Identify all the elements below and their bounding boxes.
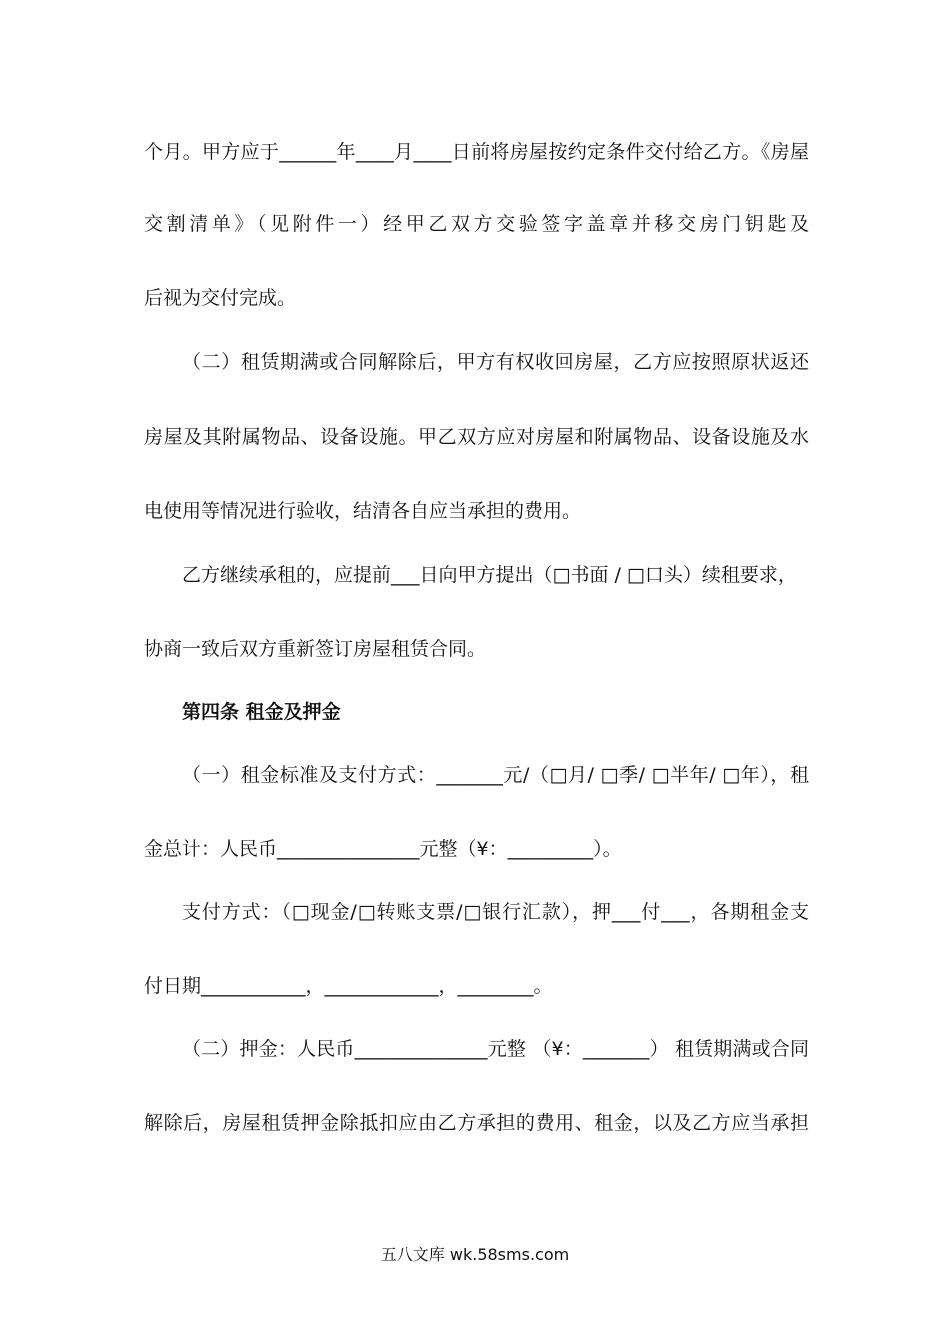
paragraph-line: 交割清单》（见附件一）经甲乙双方交验签字盖章并移交房门钥匙及 xyxy=(144,213,809,235)
paragraph-line: （一）租金标准及支付方式：_______元/（□月/ □季/ □半年/ □年），租 xyxy=(182,764,809,786)
paragraph-line: 解除后，房屋租赁押金除抵扣应由乙方承担的费用、租金，以及乙方应当承担 xyxy=(144,1112,809,1134)
paragraph-line: 电使用等情况进行验收，结清各自应当承担的费用。 xyxy=(144,500,582,522)
paragraph-line: 金总计：人民币_______________元整（¥：_________）。 xyxy=(144,838,622,860)
paragraph-line: （二）租赁期满或合同解除后，甲方有权收回房屋，乙方应按照原状返还 xyxy=(182,351,809,373)
paragraph-line: 乙方继续承租的，应提前___日向甲方提出（□书面 / □口头）续租要求， xyxy=(182,564,797,586)
paragraph-line: 后视为交付完成。 xyxy=(144,287,297,309)
paragraph-line: 付日期___________，____________，________。 xyxy=(144,975,553,997)
paragraph-line: 房屋及其附属物品、设备设施。甲乙双方应对房屋和附属物品、设备设施及水 xyxy=(144,426,809,448)
paragraph-line: 协商一致后双方重新签订房屋租赁合同。 xyxy=(144,638,487,660)
section-heading: 第四条 租金及押金 xyxy=(182,701,341,723)
paragraph-line: 个月。甲方应于______年____月____日前将房屋按约定条件交付给乙方。《房屋 xyxy=(144,141,809,163)
page-footer-watermark: 五八文库 wk.58sms.com xyxy=(380,1245,570,1264)
paragraph-line: 支付方式：（□现金/□转账支票/□银行汇款），押___付___，各期租金支 xyxy=(182,901,809,923)
paragraph-line: （二）押金：人民币______________元整 （¥：_______） 租赁期满或合同 xyxy=(182,1038,809,1060)
